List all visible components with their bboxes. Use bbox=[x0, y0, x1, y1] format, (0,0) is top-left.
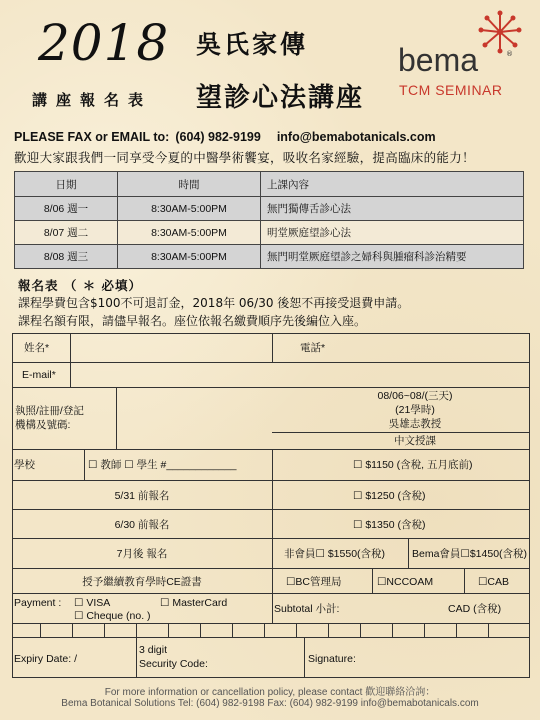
footer-info: For more information or cancellation policy, please contact 歡迎聯絡洽詢： bbox=[104, 687, 436, 698]
card-number-field[interactable] bbox=[13, 624, 529, 636]
nonmember-price-option[interactable]: 非會員☐ $1550(含稅) bbox=[284, 548, 386, 560]
schedule-row bbox=[15, 197, 524, 221]
price-1350-option[interactable]: ☐ $1350 (含稅) bbox=[353, 519, 426, 531]
cab-option[interactable]: ☐CAB bbox=[478, 576, 510, 588]
header-content: 上課內容 bbox=[261, 172, 524, 197]
expiry-label: Expiry Date: / bbox=[14, 653, 78, 665]
security-label-2: Security Code: bbox=[139, 658, 208, 670]
row-date: 8/06 週一 bbox=[15, 197, 118, 221]
bc-option[interactable]: ☐BC管理局 bbox=[286, 576, 342, 588]
welcome-text: 歡迎大家跟我們一同享受今夏的中醫學術饗宴，吸收名家經驗，提高臨床的能力！ bbox=[14, 150, 475, 165]
cad-label: CAD (含稅) bbox=[448, 603, 502, 615]
teacher-student-option[interactable]: ☐ 教師 ☐ 學生 #____________ bbox=[88, 459, 237, 471]
email-label: E-mail* bbox=[22, 369, 56, 381]
form-label: 講座報名表 bbox=[32, 91, 153, 109]
bema-logo-icon bbox=[478, 10, 522, 54]
price-1150-option[interactable]: ☐ $1150 (含稅, 五月底前) bbox=[353, 459, 473, 471]
security-label: 3 digit bbox=[139, 644, 168, 656]
registered-mark: ® bbox=[506, 50, 513, 58]
phone-label: 電話* bbox=[300, 342, 326, 354]
footer-contact: Bema Botanical Solutions Tel: (604) 982-9198 Fax: (604) 982-9199 info@bemabotanicals.com bbox=[61, 698, 479, 709]
brand-name: bema bbox=[398, 42, 479, 78]
nccoam-option[interactable]: ☐NCCOAM bbox=[377, 576, 434, 588]
schedule-header-row bbox=[15, 172, 524, 197]
fee-note: 課程學費包含$100不可退訂金，2018年 06/30 後恕不再接受退費申請。 bbox=[18, 296, 410, 310]
license-label-2: 機構及號碼: bbox=[15, 419, 71, 431]
row-time: 8:30AM-5:00PM bbox=[118, 197, 261, 221]
row-content: 無門獨傳舌診心法 bbox=[261, 197, 524, 221]
school-label: 學校 bbox=[14, 459, 35, 471]
row-time: 8:30AM-5:00PM bbox=[118, 221, 261, 245]
course-hours: (21學時) bbox=[395, 404, 435, 416]
header-time: 時間 bbox=[118, 172, 261, 197]
price-1250-option[interactable]: ☐ $1250 (含稅) bbox=[353, 490, 426, 502]
signature-label: Signature: bbox=[308, 653, 356, 665]
course-dates: 08/06~08/(三天) bbox=[377, 390, 453, 402]
cheque-option[interactable]: ☐ Cheque (no. ) bbox=[74, 610, 151, 622]
row-date: 8/08 週三 bbox=[15, 245, 118, 269]
after-july-label: 7月後 報名 bbox=[116, 548, 168, 560]
course-language: 中文授課 bbox=[394, 435, 436, 447]
brand-subtitle: TCM SEMINAR bbox=[399, 82, 503, 98]
schedule-row bbox=[15, 221, 524, 245]
phone-field[interactable] bbox=[340, 334, 528, 361]
row-content: 無門明堂厥庭望診之婦科與腫瘤科診治精要 bbox=[261, 245, 524, 269]
schedule-row bbox=[15, 245, 524, 269]
row-date: 8/07 週二 bbox=[15, 221, 118, 245]
before-531-label: 5/31 前報名 bbox=[114, 490, 170, 502]
mastercard-option[interactable]: ☐ MasterCard bbox=[160, 597, 228, 609]
row-content: 明堂厥庭望診心法 bbox=[261, 221, 524, 245]
form-title: 報名表 （ ＊ 必填） bbox=[18, 278, 143, 293]
row-time: 8:30AM-5:00PM bbox=[118, 245, 261, 269]
lecture-title: 望診心法講座 bbox=[196, 83, 365, 113]
contact-line bbox=[14, 131, 436, 144]
signature-field[interactable] bbox=[370, 638, 528, 677]
contact-prefix: PLEASE FAX or EMAIL to: bbox=[14, 130, 170, 144]
contact-phone: (604) 982-9199 bbox=[175, 130, 261, 144]
ce-label: 授予繼續教育學時CE證書 bbox=[82, 576, 202, 588]
license-field[interactable] bbox=[117, 388, 271, 448]
header-date: 日期 bbox=[15, 172, 118, 197]
payment-label: Payment : bbox=[14, 597, 62, 609]
subtotal-label: Subtotal 小計: bbox=[274, 603, 340, 615]
name-field[interactable] bbox=[71, 334, 271, 361]
schedule-table bbox=[14, 171, 524, 269]
name-label: 姓名* bbox=[24, 342, 50, 354]
before-630-label: 6/30 前報名 bbox=[114, 519, 170, 531]
year-title: 2018 bbox=[38, 14, 170, 72]
family-title: 吳氏家傳 bbox=[196, 30, 309, 59]
seat-note: 課程名額有限，請儘早報名。座位依報名繳費順序先後編位入座。 bbox=[18, 314, 367, 328]
license-label: 執照/註冊/登記 bbox=[15, 405, 84, 417]
member-price-option[interactable]: Bema會員☐$1450(含稅) bbox=[412, 548, 528, 560]
contact-email: info@bemabotanicals.com bbox=[276, 130, 436, 144]
course-teacher: 吳雄志教授 bbox=[388, 418, 442, 430]
visa-option[interactable]: ☐ VISA bbox=[74, 597, 111, 609]
email-field[interactable] bbox=[71, 363, 528, 386]
